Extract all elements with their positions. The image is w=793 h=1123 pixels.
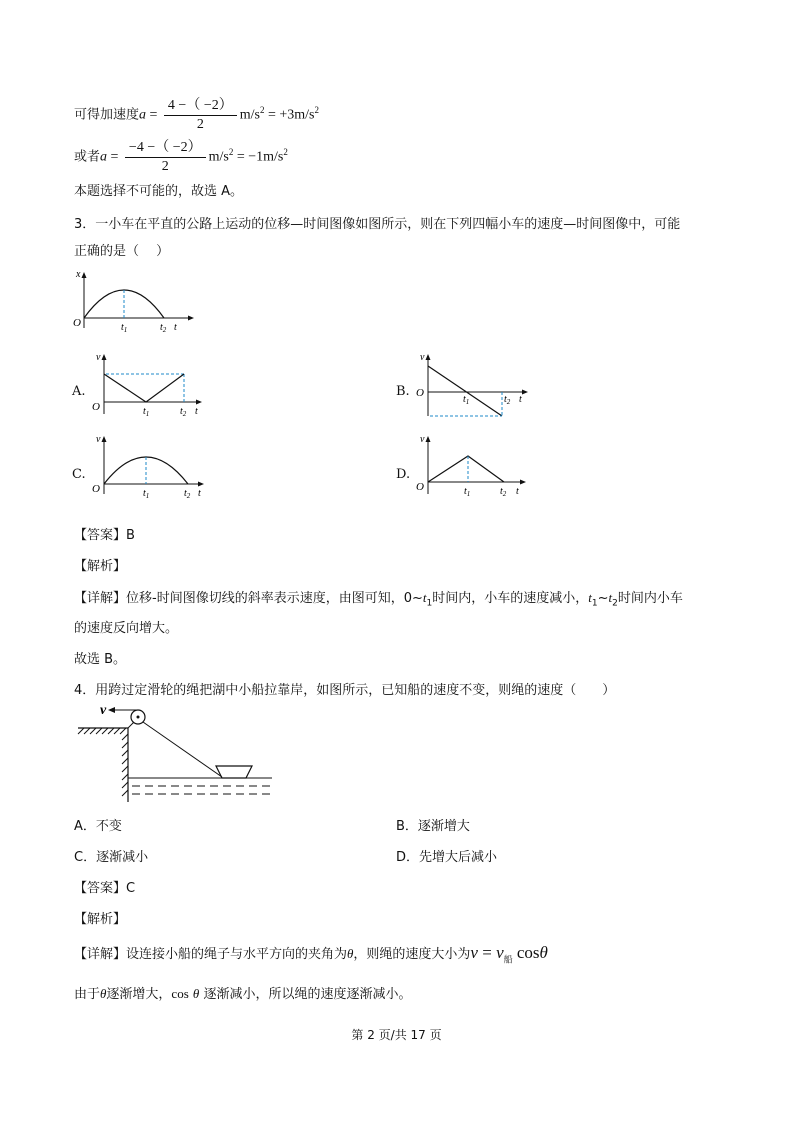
y-axis-arrow: [102, 436, 107, 442]
q4-option-a[interactable]: A．不变: [74, 819, 122, 834]
q3-analysis-label: 【解析】: [74, 559, 127, 574]
t-axis-arrow: [188, 316, 194, 321]
acceleration-line-2: [74, 132, 288, 172]
option-a-graph[interactable]: [88, 350, 208, 420]
v-t-line: [428, 456, 504, 482]
t1-label: $t_1$: [464, 486, 471, 498]
y-axis-arrow: [82, 272, 87, 278]
line1-fraction: [164, 98, 237, 133]
t2-label: $t_2$: [184, 488, 191, 500]
t1-label: $t_1$: [463, 394, 470, 406]
acceleration-line-1: [74, 90, 319, 130]
q4-pulley-figure: [72, 700, 276, 804]
q4-text: 4．用跨过定滑轮的绳把湖中小船拉靠岸，如图所示，已知船的速度不变，则绳的速度（ ）: [74, 683, 616, 698]
origin-label: O: [416, 481, 424, 493]
q4-option-c[interactable]: C．逐渐减小: [74, 850, 149, 865]
page-footer: 第 2 页/共 17 页: [351, 1028, 442, 1042]
y-axis-label: v: [96, 434, 101, 445]
q4-option-b[interactable]: B．逐渐增大: [396, 819, 470, 834]
origin-label: O: [92, 401, 100, 413]
line2-result-sup: 2: [283, 147, 288, 157]
q3-conclusion: 故选 B。: [74, 652, 127, 667]
line2-eq: =: [107, 149, 122, 165]
line2-lead: 或者: [74, 149, 101, 165]
line2-unit: m/s: [208, 149, 229, 165]
t1-label: $t_1$: [143, 488, 150, 500]
q4-option-d[interactable]: D．先增大后减小: [396, 850, 498, 865]
conclusion-q2: 本题选择不可能的，故选 A。: [74, 184, 244, 199]
line2-fraction: [125, 140, 206, 175]
t-axis-label: t: [195, 406, 198, 417]
y-axis-label: v: [420, 352, 425, 363]
q4-detail-line1: 【详解】设连接小船的绳子与水平方向的夹角为θ，则绳的速度大小为$v = v_船$ cosθ: [74, 943, 548, 965]
q4-answer: 【答案】C: [74, 881, 136, 896]
x-t-curve: [84, 290, 164, 318]
line1-unit: m/s: [239, 107, 260, 123]
t2-label: $t_2$: [180, 406, 187, 418]
t-axis-arrow: [520, 480, 526, 485]
option-d-graph[interactable]: [412, 432, 536, 502]
y-axis-arrow: [102, 354, 107, 360]
wall-hatching: [122, 734, 128, 796]
line1-numerator: 4 −（ −2）: [164, 98, 237, 116]
rope-arrow: [108, 707, 115, 713]
line1-result: = +3m/s: [264, 107, 315, 123]
option-a-label[interactable]: A.: [72, 384, 86, 399]
y-axis-label: v: [96, 352, 101, 363]
q4-detail-line2: 由于θ逐渐增大，cos θ 逐渐减小，所以绳的速度逐渐减小。: [74, 986, 412, 1002]
t1-label: $t_1$: [121, 322, 128, 334]
velocity-label: v: [100, 703, 107, 718]
line1-eq: =: [146, 107, 161, 123]
t2-label: $t_2$: [160, 322, 167, 334]
t2-label: $t_2$: [500, 486, 507, 498]
t-axis-label: t: [174, 322, 177, 333]
q4-analysis-label: 【解析】: [74, 912, 127, 927]
origin-label: O: [416, 387, 424, 399]
v-t-line: [104, 374, 184, 402]
origin-label: O: [73, 317, 81, 329]
option-b-label[interactable]: B.: [396, 384, 410, 399]
boat: [216, 766, 252, 778]
q3-main-graph: [70, 268, 200, 338]
pulley-mount: [128, 722, 134, 728]
line1-lead: 可得加速度: [74, 107, 140, 123]
line1-denominator: 2: [196, 116, 204, 132]
q3-detail-line1: 【详解】位移-时间图像切线的斜率表示速度，由图可知，$0\sim t_1$时间内，小车的速度减小，$t_1\sim t_2$时间内小车: [74, 590, 683, 609]
t-axis-label: t: [198, 488, 201, 499]
t-axis-arrow: [198, 482, 204, 487]
t2-label: $t_2$: [504, 394, 511, 406]
option-b-graph[interactable]: [412, 350, 536, 424]
v-t-line: [428, 366, 502, 416]
y-axis-arrow: [426, 354, 431, 360]
line2-result: = −1m/s: [233, 149, 284, 165]
line2-unit-sup: 2: [228, 147, 234, 157]
t1-label: $t_1$: [143, 406, 150, 418]
q3-answer: 【答案】B: [74, 528, 135, 543]
origin-label: O: [92, 483, 100, 495]
t-axis-arrow: [522, 390, 528, 395]
y-axis-label: x: [76, 269, 81, 280]
y-axis-arrow: [426, 436, 431, 442]
line1-result-sup: 2: [314, 105, 319, 115]
q3-detail-line2: 的速度反向增大。: [74, 621, 179, 636]
t-axis-label: t: [519, 394, 522, 405]
line1-var: a: [139, 107, 147, 123]
y-axis-label: v: [420, 434, 425, 445]
option-c-graph[interactable]: [88, 432, 212, 502]
rope-to-boat: [143, 722, 222, 777]
line2-numerator: −4 −（ −2）: [125, 140, 206, 158]
line2-var: a: [100, 149, 108, 165]
q3-text-line1: 3．一小车在平直的公路上运动的位移—时间图像如图所示，则在下列四幅小车的速度—时间图像中，可能: [74, 217, 681, 232]
q3-text-line2: 正确的是（ ）: [74, 244, 170, 259]
pulley-axle: [137, 716, 140, 719]
line2-denominator: 2: [161, 158, 169, 174]
dock-hatching: [78, 728, 126, 734]
option-c-label[interactable]: C.: [72, 467, 86, 482]
t-axis-label: t: [516, 486, 519, 497]
option-d-label[interactable]: D.: [396, 467, 411, 482]
t-axis-arrow: [196, 400, 202, 405]
line1-unit-sup: 2: [259, 105, 265, 115]
